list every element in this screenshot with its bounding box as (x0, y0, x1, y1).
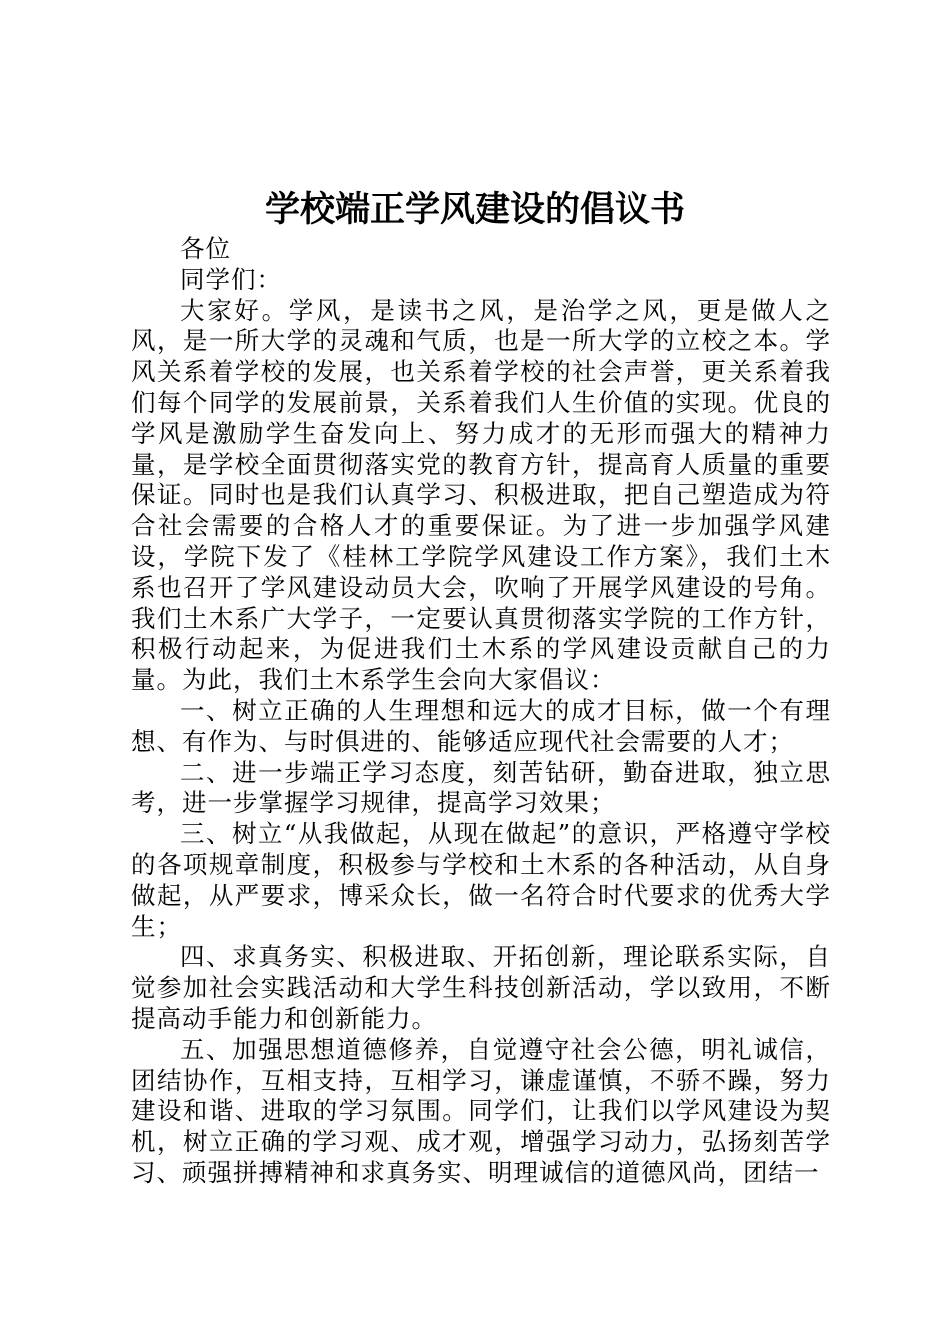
body-paragraph-item-3: 三、树立“从我做起，从现在做起”的意识，严格遵守学校的各项规章制度，积极参与学校和土木系的各种活动，从自身做起，从严要求，博采众长，做一名符合时代要求的优秀大学生； (131, 819, 831, 941)
body-paragraph-item-1: 一、树立正确的人生理想和远大的成才目标，做一个有理想、有作为、与时俱进的、能够适应现代社会需要的人才； (131, 695, 831, 756)
body-paragraph-item-5: 五、加强思想道德修养，自觉遵守社会公德，明礼诚信，团结协作，互相支持，互相学习，谦虚谨慎，不骄不躁，努力建设和谐、进取的学习氛围。同学们，让我们以学风建设为契机，树立正确的学习观、成才观，增强学习动力，弘扬刻苦学习、顽强拼搏精神和求真务实、明理诚信的道德风尚，团结一 (131, 1034, 831, 1187)
body-paragraph-item-2: 二、进一步端正学习态度，刻苦钻研，勤奋进取，独立思考，进一步掌握学习规律，提高学习效果； (131, 757, 831, 818)
body-paragraph-item-4: 四、求真务实、积极进取、开拓创新，理论联系实际，自觉参加社会实践活动和大学生科技创新活动，学以致用，不断提高动手能力和创新能力。 (131, 942, 831, 1033)
body-paragraph-intro: 大家好。学风，是读书之风，是治学之风，更是做人之风，是一所大学的灵魂和气质，也是一所大学的立校之本。学风关系着学校的发展，也关系着学校的社会声誉，更关系着我们每个同学的发展前景，关系着我们人生价值的实现。优良的学风是激励学生奋发向上、努力成才的无形而强大的精神力量，是学校全面贯彻落实党的教育方针，提高育人质量的重要保证。同时也是我们认真学习、积极进取，把自己塑造成为符合社会需要的合格人才的重要保证。为了进一步加强学风建设，学院下发了《桂林工学院学风建设工作方案》，我们土木系也召开了学风建设动员大会，吹响了开展学风建设的号角。我们土木系广大学子，一定要认真贯彻落实学院的工作方针，积极行动起来，为促进我们土木系的学风建设贡献自己的力量。为此，我们土木系学生会向大家倡议： (131, 295, 831, 695)
document-title: 学校端正学风建设的倡议书 (264, 189, 685, 230)
document-body (131, 234, 831, 1189)
salutation-line-1: 各位 (180, 234, 231, 263)
salutation-line-2: 同学们： (180, 264, 282, 294)
